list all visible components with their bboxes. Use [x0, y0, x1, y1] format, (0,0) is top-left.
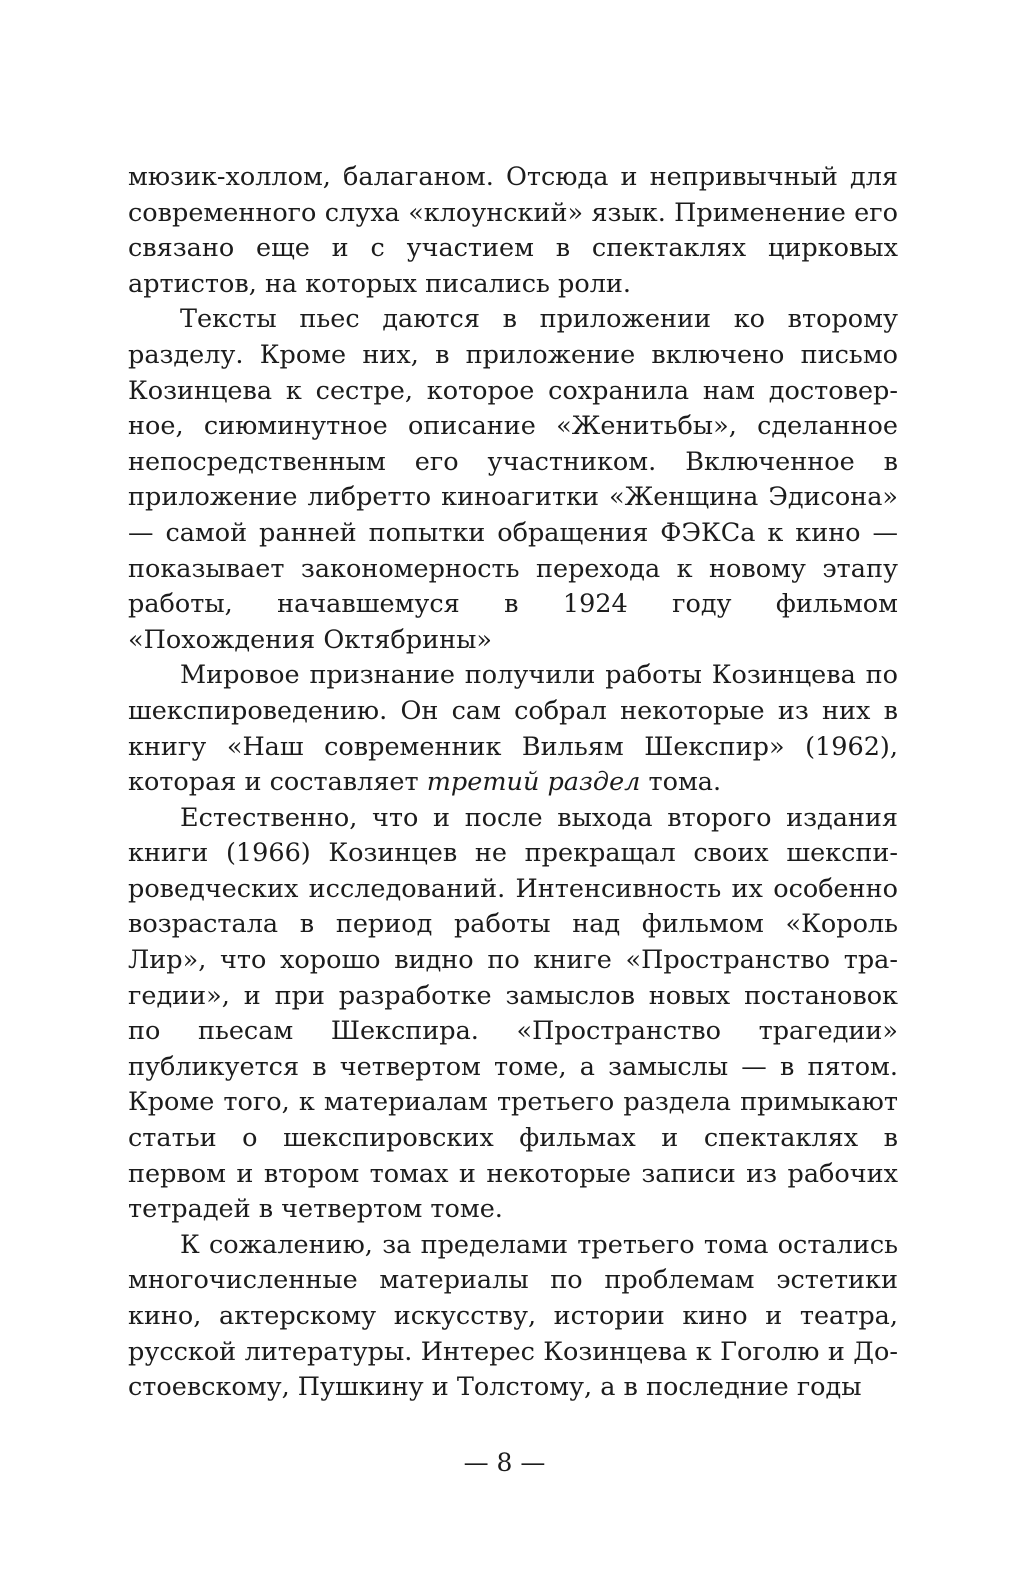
- paragraph-3: [128, 658, 898, 800]
- paragraph-4: Естественно, что и после выхода второго издания книги (1966) Козинцев не прекращал своих шекспироведческих исследований. Интенсивность их особенно возрастала в период работы над фильмом «Король Лир», что хорошо видно по книге «Пространство трагедии», и при разработке замыслов новых постановок по пьесам Шекспира. «Пространство трагедии» публикуется в четвертом томе, а замыслы — в пятом. Кроме того, к материалам третьего раздела примыкают статьи о шекспировских фильмах и спектаклях в первом и втором томах и некоторые записи из рабочих тетрадей в четвертом томе.: [128, 802, 898, 1225]
- page-number: — 8 —: [463, 1448, 546, 1477]
- paragraph-3-italic: третий раздел: [426, 767, 641, 798]
- paragraph-3-text-before: Мировое признание получили работы Козинцева по шекспироведению. Он сам собрал некоторые из них в книгу «Наш современник Вильям Шекспир» (1962), которая и составляет: [128, 660, 898, 798]
- paragraph-2: Тексты пьес даются в приложении ко второму разделу. Кроме них, в приложение включено письмо Козинцева к сестре, которое сохранила нам достоверное, сиюминутное описание «Женитьбы», сделанное непосредственным его участником. Включенное в приложение либретто киноагитки «Женщина Эдисона» — самой ранней попытки обращения ФЭКСа к кино — показывает закономерность перехода к новому этапу работы, начавшемуся в 1924 году фильмом «Похождения Октябрины»: [128, 304, 898, 655]
- paragraph-3-text-after: тома.: [640, 767, 722, 798]
- paragraph-5: К сожалению, за пределами третьего тома остались многочисленные материалы по проблемам эстетики кино, актерскому искусству, истории кино и театра, русской литературы. Интерес Козинцева к Гоголю и Достоевскому, Пушкину и Толстому, а в последние годы: [128, 1229, 898, 1403]
- body-text: [128, 160, 898, 1406]
- paragraph-1: мюзик-холлом, балаганом. Отсюда и непривычный для современного слуха «клоунский» язык. Применение его связано еще и с участием в спектаклях цирковых артистов, на которых писались роли.: [128, 162, 898, 299]
